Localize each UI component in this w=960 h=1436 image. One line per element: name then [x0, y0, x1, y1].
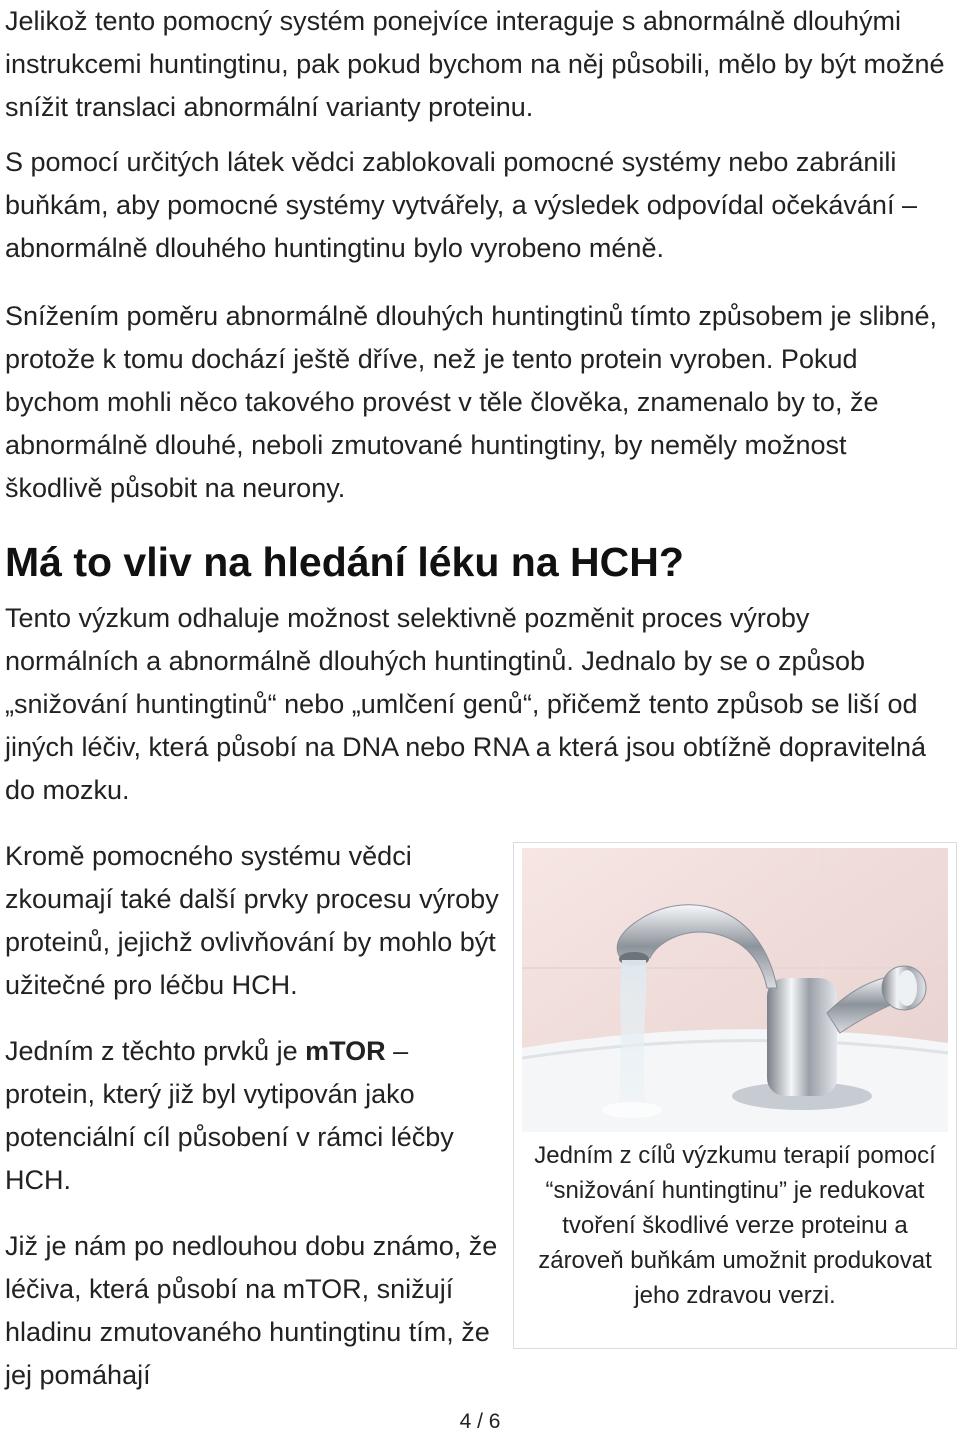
- figure-box: [513, 842, 957, 1349]
- section-heading: Má to vliv na hledání léku na HCH?: [5, 539, 684, 585]
- paragraph-mtor: [5, 1030, 505, 1202]
- mtor-description-text: – protein, který již byl vytipován jako potenciální cíl působení v rámci léčby HCH.: [5, 1036, 454, 1195]
- mtor-term: mTOR: [305, 1036, 386, 1066]
- paragraph-selective-lowering: Tento výzkum odhaluje možnost selektivně pozměnit proces výroby normálních a abnormálně dlouhých huntingtinů. Jednalo by se o způsob „snižování huntingtinů“ nebo „umlčení genů“, přičemž tento způsob se liší od jiných léčiv, která působí na DNA nebo RNA a která jsou obtížně dopravitelná do mozku.: [5, 603, 927, 805]
- figure-caption: Jedním z cílů výzkumu terapií pomocí “snižování huntingtinu” je redukovat tvoření škodlivé verze proteinu a zároveň buňkám umožnit produkovat jeho zdravou verzi.: [534, 1142, 936, 1309]
- page-number: 4 / 6: [459, 1410, 501, 1433]
- paragraph-blocking-experiment: S pomocí určitých látek vědci zablokovali pomocné systémy nebo zabránili buňkám, aby pomocné systémy vytvářely, a výsledek odpovídal očekávání – abnormálně dlouhého huntingtinu bylo vyrobeno méně.: [5, 147, 917, 263]
- paragraph-other-elements: Kromě pomocného systému vědci zkoumají také další prvky procesu výroby proteinů, jejichž ovlivňování by mohlo být užitečné pro léčbu HCH.: [5, 841, 499, 1000]
- paragraph-mtor-drugs: Již je nám po nedlouhou dobu známo, že léčiva, která působí na mTOR, snižují hladinu zmutovaného huntingtinu tím, že jej pomáhají: [5, 1231, 498, 1390]
- faucet-photo: [522, 848, 948, 1132]
- paragraph-helper-system: Jelikož tento pomocný systém ponejvíce interaguje s abnormálně dlouhými instrukcemi huntingtinu, pak pokud bychom na něj působili, mělo by být možné snížit translaci abnormální varianty proteinu.: [5, 6, 945, 122]
- mtor-intro-text: Jedním z těchto prvků je: [5, 1036, 306, 1066]
- paragraph-reduction-promise: Snížením poměru abnormálně dlouhých huntingtinů tímto způsobem je slibné, protože k tomu dochází ještě dříve, než je tento protein vyroben. Pokud bychom mohli něco takového provést v těle člověka, znamenalo by to, že abnormálně dlouhé, neboli zmutované huntingtiny, by neměly možnost škodlivě působit na neurony.: [5, 301, 938, 503]
